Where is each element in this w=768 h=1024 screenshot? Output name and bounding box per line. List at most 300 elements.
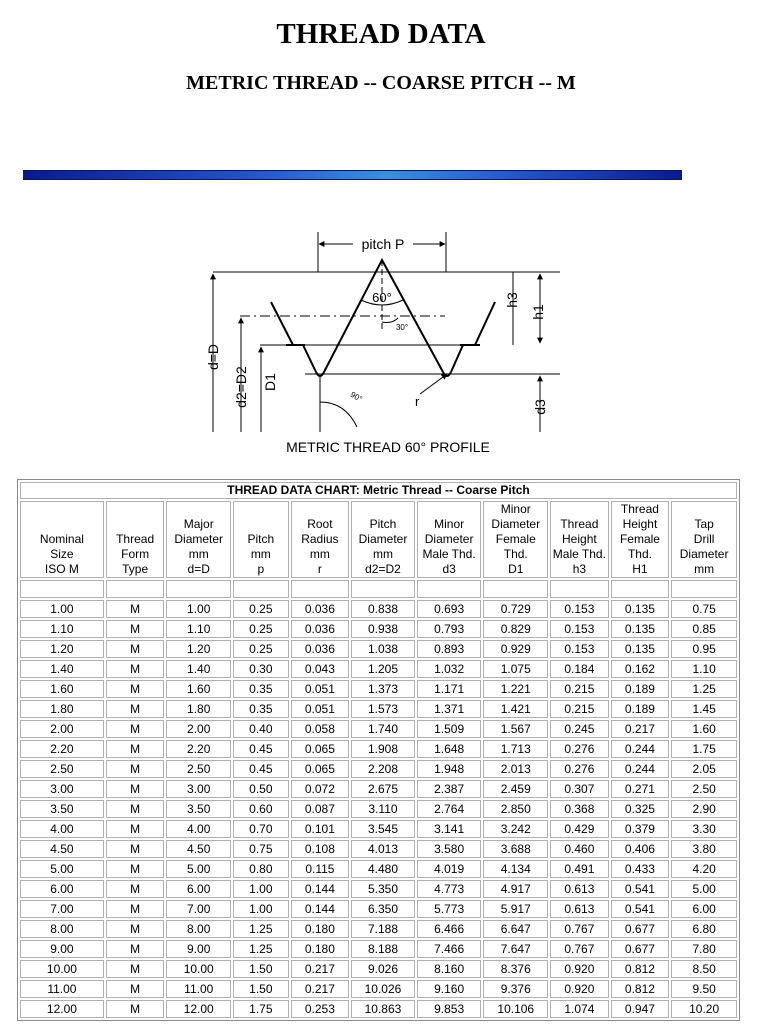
- header-line: Minor: [434, 517, 465, 531]
- table-cell: 1.60: [671, 720, 737, 738]
- table-cell: 11.00: [166, 980, 231, 998]
- table-row: [20, 980, 737, 998]
- table-cell: 0.036: [291, 640, 350, 658]
- table-cell: 1.40: [20, 660, 104, 678]
- table-cell: 10.026: [351, 980, 415, 998]
- table-cell: 1.371: [417, 700, 482, 718]
- table-row: [20, 900, 737, 918]
- table-cell: 0.35: [233, 680, 289, 698]
- header-line: Height: [622, 517, 658, 531]
- table-cell: 0.677: [611, 920, 670, 938]
- table-column-header: [550, 501, 609, 578]
- table-cell: 1.45: [671, 700, 737, 718]
- table-cell: 0.929: [483, 640, 548, 658]
- table-row: [20, 920, 737, 938]
- header-line: Form: [121, 547, 150, 561]
- table-cell: M: [106, 680, 165, 698]
- header-line: ISO M: [44, 562, 79, 576]
- table-cell: M: [106, 820, 165, 838]
- header-line: Female: [619, 532, 660, 546]
- thread-data-table-container: [17, 479, 740, 1021]
- table-cell: 0.162: [611, 660, 670, 678]
- table-cell: 1.25: [233, 920, 289, 938]
- table-cell: 4.013: [351, 840, 415, 858]
- table-cell: 0.135: [611, 600, 670, 618]
- table-cell: 5.00: [671, 880, 737, 898]
- table-cell: M: [106, 860, 165, 878]
- table-cell: 0.135: [611, 620, 670, 638]
- table-cell: 0.215: [550, 680, 609, 698]
- table-cell: M: [106, 960, 165, 978]
- table-cell: 0.50: [233, 780, 289, 798]
- table-row: [20, 940, 737, 958]
- table-cell: 1.038: [351, 640, 415, 658]
- table-column-header: [611, 501, 670, 578]
- table-cell: M: [106, 800, 165, 818]
- table-row: [20, 820, 737, 838]
- header-line: Major: [183, 517, 214, 531]
- table-cell: 1.50: [233, 980, 289, 998]
- table-cell: 2.459: [483, 780, 548, 798]
- header-line: Thread: [560, 517, 599, 531]
- table-cell: 1.075: [483, 660, 548, 678]
- table-cell: 3.580: [417, 840, 482, 858]
- table-cell: 0.153: [550, 640, 609, 658]
- table-cell: M: [106, 980, 165, 998]
- table-cell: M: [106, 600, 165, 618]
- table-cell: 7.00: [166, 900, 231, 918]
- angle-60-label: 60°: [372, 290, 392, 305]
- header-line: Minor: [500, 502, 531, 516]
- table-cell: 0.108: [291, 840, 350, 858]
- table-row: [20, 880, 737, 898]
- table-cell: 1.80: [166, 700, 231, 718]
- table-column-header: [351, 501, 415, 578]
- table-cell: M: [106, 720, 165, 738]
- table-cell: 0.45: [233, 760, 289, 778]
- header-line: mm: [372, 547, 393, 561]
- table-cell: 0.325: [611, 800, 670, 818]
- table-cell: 0.072: [291, 780, 350, 798]
- table-cell: 3.00: [166, 780, 231, 798]
- table-column-header: [417, 501, 482, 578]
- blank-cell: [351, 580, 415, 598]
- table-cell: 8.188: [351, 940, 415, 958]
- thread-flank-left: [271, 302, 316, 372]
- table-row: [20, 1000, 737, 1018]
- header-line: H1: [632, 562, 648, 576]
- table-cell: 7.188: [351, 920, 415, 938]
- table-cell: 12.00: [166, 1000, 231, 1018]
- table-cell: 0.812: [611, 980, 670, 998]
- table-caption: THREAD DATA CHART: Metric Thread -- Coarse Pitch: [20, 482, 737, 499]
- table-cell: 6.80: [671, 920, 737, 938]
- blank-cell: [611, 580, 670, 598]
- table-cell: 2.850: [483, 800, 548, 818]
- table-column-header: [291, 501, 350, 578]
- table-column-header: [483, 501, 548, 578]
- table-column-header: [671, 501, 737, 578]
- table-cell: 8.50: [671, 960, 737, 978]
- thread-profile-figure: [195, 222, 570, 462]
- table-header-row: [20, 501, 737, 578]
- table-cell: 0.767: [550, 940, 609, 958]
- table-cell: 4.019: [417, 860, 482, 878]
- table-cell: 1.40: [166, 660, 231, 678]
- header-line: Drill: [693, 532, 715, 546]
- table-cell: 1.713: [483, 740, 548, 758]
- table-cell: 2.50: [20, 760, 104, 778]
- h3-label: h3: [504, 292, 520, 308]
- table-cell: 2.013: [483, 760, 548, 778]
- header-line: Thd.: [627, 547, 652, 561]
- table-cell: 6.350: [351, 900, 415, 918]
- header-line: Thd.: [503, 547, 528, 561]
- table-cell: 4.20: [671, 860, 737, 878]
- table-column-header: [233, 501, 289, 578]
- table-cell: 3.110: [351, 800, 415, 818]
- table-cell: 9.026: [351, 960, 415, 978]
- major-diameter-label: d=D: [205, 343, 221, 371]
- table-cell: 0.541: [611, 880, 670, 898]
- table-cell: 0.245: [550, 720, 609, 738]
- blank-cell: [166, 580, 231, 598]
- table-cell: 0.947: [611, 1000, 670, 1018]
- table-cell: 0.920: [550, 980, 609, 998]
- table-cell: M: [106, 760, 165, 778]
- table-cell: 7.80: [671, 940, 737, 958]
- header-line: d3: [442, 562, 456, 576]
- header-line: Radius: [301, 532, 339, 546]
- table-cell: 0.189: [611, 680, 670, 698]
- table-cell: 10.00: [20, 960, 104, 978]
- table-cell: 1.032: [417, 660, 482, 678]
- table-cell: M: [106, 920, 165, 938]
- header-line: p: [257, 562, 265, 576]
- page-title: THREAD DATA: [276, 18, 486, 50]
- table-cell: 2.764: [417, 800, 482, 818]
- table-cell: 0.25: [233, 620, 289, 638]
- angle-90-label: 90°: [348, 389, 364, 404]
- table-cell: 1.171: [417, 680, 482, 698]
- table-cell: 3.00: [20, 780, 104, 798]
- table-cell: 1.20: [166, 640, 231, 658]
- table-cell: 1.948: [417, 760, 482, 778]
- table-cell: 2.90: [671, 800, 737, 818]
- table-cell: 4.134: [483, 860, 548, 878]
- header-line: Diameter: [679, 547, 729, 561]
- table-cell: 9.00: [20, 940, 104, 958]
- table-cell: 0.253: [291, 1000, 350, 1018]
- header-line: Diameter: [174, 532, 224, 546]
- table-cell: 0.215: [550, 700, 609, 718]
- table-cell: 0.153: [550, 600, 609, 618]
- table-cell: 4.50: [20, 840, 104, 858]
- table-cell: 0.429: [550, 820, 609, 838]
- table-row: [20, 740, 737, 758]
- table-cell: 0.368: [550, 800, 609, 818]
- table-cell: 0.051: [291, 700, 350, 718]
- header-line: Diameter: [424, 532, 474, 546]
- table-cell: 2.675: [351, 780, 415, 798]
- table-cell: 0.767: [550, 920, 609, 938]
- table-cell: 0.729: [483, 600, 548, 618]
- table-cell: M: [106, 900, 165, 918]
- header-line: Pitch: [369, 517, 397, 531]
- table-cell: 1.908: [351, 740, 415, 758]
- table-cell: 0.153: [550, 620, 609, 638]
- table-cell: 1.373: [351, 680, 415, 698]
- table-cell: 0.244: [611, 740, 670, 758]
- table-cell: 1.648: [417, 740, 482, 758]
- header-line: Male Thd.: [552, 547, 606, 561]
- table-cell: 0.276: [550, 760, 609, 778]
- blank-cell: [233, 580, 289, 598]
- table-cell: 1.00: [166, 600, 231, 618]
- table-cell: 0.101: [291, 820, 350, 838]
- table-cell: 4.480: [351, 860, 415, 878]
- table-cell: 2.387: [417, 780, 482, 798]
- table-cell: 0.433: [611, 860, 670, 878]
- table-cell: M: [106, 840, 165, 858]
- h1-label: h1: [530, 304, 546, 320]
- table-cell: 12.00: [20, 1000, 104, 1018]
- table-cell: 0.45: [233, 740, 289, 758]
- table-cell: 0.180: [291, 940, 350, 958]
- table-cell: 0.613: [550, 900, 609, 918]
- table-cell: 0.829: [483, 620, 548, 638]
- header-line: Thread: [116, 532, 155, 546]
- table-cell: M: [106, 640, 165, 658]
- table-cell: 0.30: [233, 660, 289, 678]
- header-line: Root: [307, 517, 333, 531]
- angle-30-label: 30°: [395, 323, 409, 332]
- blank-cell: [671, 580, 737, 598]
- table-cell: 3.141: [417, 820, 482, 838]
- table-cell: 0.115: [291, 860, 350, 878]
- table-row: [20, 680, 737, 698]
- table-cell: 0.812: [611, 960, 670, 978]
- table-column-header: [106, 501, 165, 578]
- table-cell: M: [106, 620, 165, 638]
- table-cell: 0.189: [611, 700, 670, 718]
- table-cell: 5.00: [166, 860, 231, 878]
- table-cell: 7.647: [483, 940, 548, 958]
- table-cell: 4.50: [166, 840, 231, 858]
- table-column-header: [20, 501, 104, 578]
- table-cell: 6.00: [671, 900, 737, 918]
- table-cell: 6.00: [20, 880, 104, 898]
- table-cell: 1.75: [671, 740, 737, 758]
- table-row: [20, 660, 737, 678]
- table-cell: 1.00: [233, 880, 289, 898]
- table-cell: 1.25: [233, 940, 289, 958]
- table-cell: 3.242: [483, 820, 548, 838]
- blank-cell: [417, 580, 482, 598]
- table-cell: 0.058: [291, 720, 350, 738]
- table-cell: 2.20: [166, 740, 231, 758]
- table-cell: 0.85: [671, 620, 737, 638]
- table-cell: 8.00: [166, 920, 231, 938]
- table-cell: 0.25: [233, 600, 289, 618]
- table-cell: 0.920: [550, 960, 609, 978]
- table-cell: 0.893: [417, 640, 482, 658]
- table-cell: 2.50: [671, 780, 737, 798]
- table-cell: 3.30: [671, 820, 737, 838]
- table-cell: 0.244: [611, 760, 670, 778]
- root-radius-label: r: [415, 394, 420, 409]
- table-cell: 0.051: [291, 680, 350, 698]
- header-line: Type: [122, 562, 149, 576]
- blank-cell: [20, 580, 104, 598]
- header-line: d=D: [187, 562, 210, 576]
- thread-flank-right: [451, 302, 495, 372]
- header-line: Tap: [694, 517, 714, 531]
- table-cell: 0.938: [351, 620, 415, 638]
- minor-female-diameter-label: D1: [262, 373, 278, 391]
- table-cell: 0.25: [233, 640, 289, 658]
- table-cell: 3.50: [20, 800, 104, 818]
- table-cell: 1.567: [483, 720, 548, 738]
- table-row: [20, 780, 737, 798]
- table-cell: 11.00: [20, 980, 104, 998]
- table-cell: 9.50: [671, 980, 737, 998]
- table-cell: 2.00: [20, 720, 104, 738]
- table-cell: 1.221: [483, 680, 548, 698]
- table-cell: 0.838: [351, 600, 415, 618]
- table-row: [20, 960, 737, 978]
- table-cell: 10.00: [166, 960, 231, 978]
- header-line: Diameter: [491, 517, 541, 531]
- table-cell: 0.406: [611, 840, 670, 858]
- table-cell: 4.00: [166, 820, 231, 838]
- table-cell: 3.688: [483, 840, 548, 858]
- table-cell: 0.491: [550, 860, 609, 878]
- table-cell: 1.10: [671, 660, 737, 678]
- header-line: Male Thd.: [422, 547, 476, 561]
- table-cell: 0.75: [233, 840, 289, 858]
- blank-cell: [106, 580, 165, 598]
- table-row: [20, 640, 737, 658]
- table-cell: 1.10: [20, 620, 104, 638]
- table-cell: 5.917: [483, 900, 548, 918]
- header-line: D1: [508, 562, 524, 576]
- table-cell: M: [106, 1000, 165, 1018]
- table-cell: 5.773: [417, 900, 482, 918]
- table-cell: 4.773: [417, 880, 482, 898]
- header-line: h3: [572, 562, 587, 576]
- page-subtitle: METRIC THREAD -- COARSE PITCH -- M: [186, 72, 576, 94]
- table-cell: 6.466: [417, 920, 482, 938]
- header-line: Height: [562, 532, 597, 546]
- table-cell: 3.80: [671, 840, 737, 858]
- table-cell: 1.205: [351, 660, 415, 678]
- table-cell: 0.043: [291, 660, 350, 678]
- table-cell: 0.217: [291, 960, 350, 978]
- table-cell: 0.541: [611, 900, 670, 918]
- figure-caption: METRIC THREAD 60° PROFILE: [286, 439, 490, 455]
- table-cell: 0.35: [233, 700, 289, 718]
- table-cell: 2.05: [671, 760, 737, 778]
- table-cell: 1.75: [233, 1000, 289, 1018]
- table-cell: 1.10: [166, 620, 231, 638]
- table-cell: 0.184: [550, 660, 609, 678]
- table-cell: 9.00: [166, 940, 231, 958]
- table-cell: 1.00: [20, 600, 104, 618]
- blank-cell: [483, 580, 548, 598]
- table-cell: 0.793: [417, 620, 482, 638]
- table-cell: 1.60: [166, 680, 231, 698]
- table-cell: 0.693: [417, 600, 482, 618]
- thread-profile-diagram: [195, 222, 570, 462]
- table-cell: 0.180: [291, 920, 350, 938]
- table-cell: 0.80: [233, 860, 289, 878]
- table-row: [20, 760, 737, 778]
- table-row: [20, 720, 737, 738]
- table-cell: 0.144: [291, 900, 350, 918]
- table-cell: 0.065: [291, 760, 350, 778]
- header-line: r: [317, 562, 322, 576]
- table-cell: 0.135: [611, 640, 670, 658]
- table-cell: 9.376: [483, 980, 548, 998]
- header-line: Female: [495, 532, 536, 546]
- divider-bar: [23, 170, 682, 180]
- table-cell: 0.70: [233, 820, 289, 838]
- table-cell: 4.00: [20, 820, 104, 838]
- table-cell: 10.20: [671, 1000, 737, 1018]
- table-cell: 1.80: [20, 700, 104, 718]
- table-cell: 0.40: [233, 720, 289, 738]
- table-cell: M: [106, 700, 165, 718]
- table-cell: 8.160: [417, 960, 482, 978]
- table-cell: 1.50: [233, 960, 289, 978]
- table-cell: 1.074: [550, 1000, 609, 1018]
- table-cell: 0.065: [291, 740, 350, 758]
- table-cell: 0.95: [671, 640, 737, 658]
- table-cell: 2.50: [166, 760, 231, 778]
- table-cell: 0.460: [550, 840, 609, 858]
- table-row: [20, 700, 737, 718]
- table-cell: 0.036: [291, 600, 350, 618]
- table-cell: 0.217: [291, 980, 350, 998]
- table-column-header: [166, 501, 231, 578]
- table-cell: 8.376: [483, 960, 548, 978]
- header-line: d2=D2: [365, 562, 401, 576]
- table-cell: 5.350: [351, 880, 415, 898]
- table-cell: 10.106: [483, 1000, 548, 1018]
- pitch-label: pitch P: [361, 236, 405, 252]
- header-line: mm: [188, 547, 209, 561]
- blank-cell: [550, 580, 609, 598]
- table-cell: 4.917: [483, 880, 548, 898]
- table-cell: 6.647: [483, 920, 548, 938]
- table-cell: 3.545: [351, 820, 415, 838]
- table-cell: M: [106, 780, 165, 798]
- header-line: mm: [309, 547, 330, 561]
- table-cell: 0.144: [291, 880, 350, 898]
- table-cell: 0.75: [671, 600, 737, 618]
- table-cell: 0.276: [550, 740, 609, 758]
- table-blank-row: [20, 580, 737, 598]
- header-line: mm: [694, 562, 715, 576]
- d3-label: d3: [532, 399, 548, 415]
- table-cell: M: [106, 660, 165, 678]
- table-cell: 1.25: [671, 680, 737, 698]
- table-cell: M: [106, 880, 165, 898]
- table-row: [20, 800, 737, 818]
- header-line: mm: [250, 547, 271, 561]
- table-body: [20, 600, 737, 1018]
